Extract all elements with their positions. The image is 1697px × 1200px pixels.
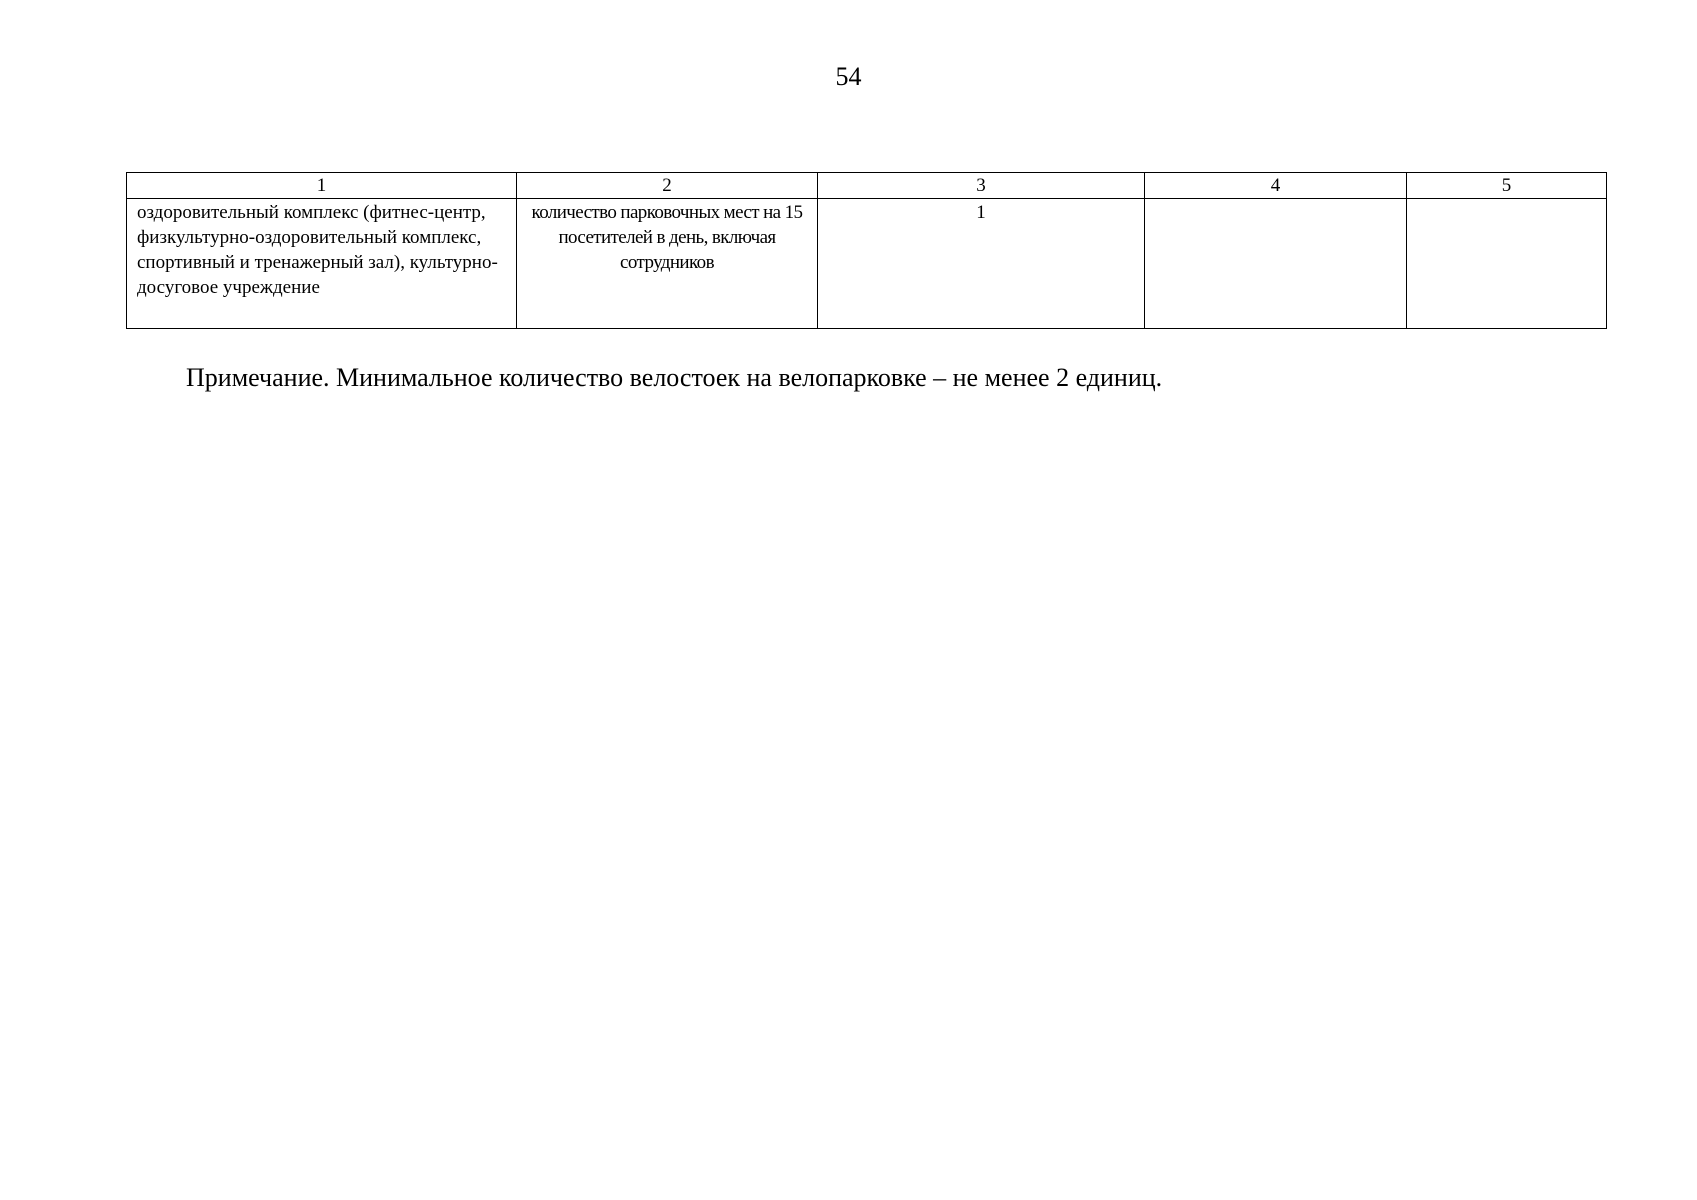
table-header-row: [127, 173, 1607, 199]
note-text: Примечание. Минимальное количество велостоек на велопарковке – не менее 2 единиц.: [186, 363, 1163, 392]
page-number: 54: [835, 62, 862, 91]
empty-cell-4: [1145, 199, 1407, 329]
standards-table: [126, 172, 1607, 329]
empty-cell-5: [1407, 199, 1607, 329]
table-row: [127, 199, 1607, 329]
value-cell: 1: [818, 199, 1145, 329]
facility-type-cell: оздоровительный комплекс (фитнес-центр, физкультурно-оздоровительный комплекс, спортивный и тренажерный зал), культурно-досуговое учреждение: [127, 199, 517, 329]
header-cell-5: 5: [1407, 173, 1607, 199]
header-cell-1: 1: [127, 173, 517, 199]
header-cell-4: 4: [1145, 173, 1407, 199]
header-cell-2: 2: [517, 173, 818, 199]
header-cell-3: 3: [818, 173, 1145, 199]
calculation-unit-cell: количество парковочных мест на 15 посетителей в день, включая сотрудников: [517, 199, 818, 329]
